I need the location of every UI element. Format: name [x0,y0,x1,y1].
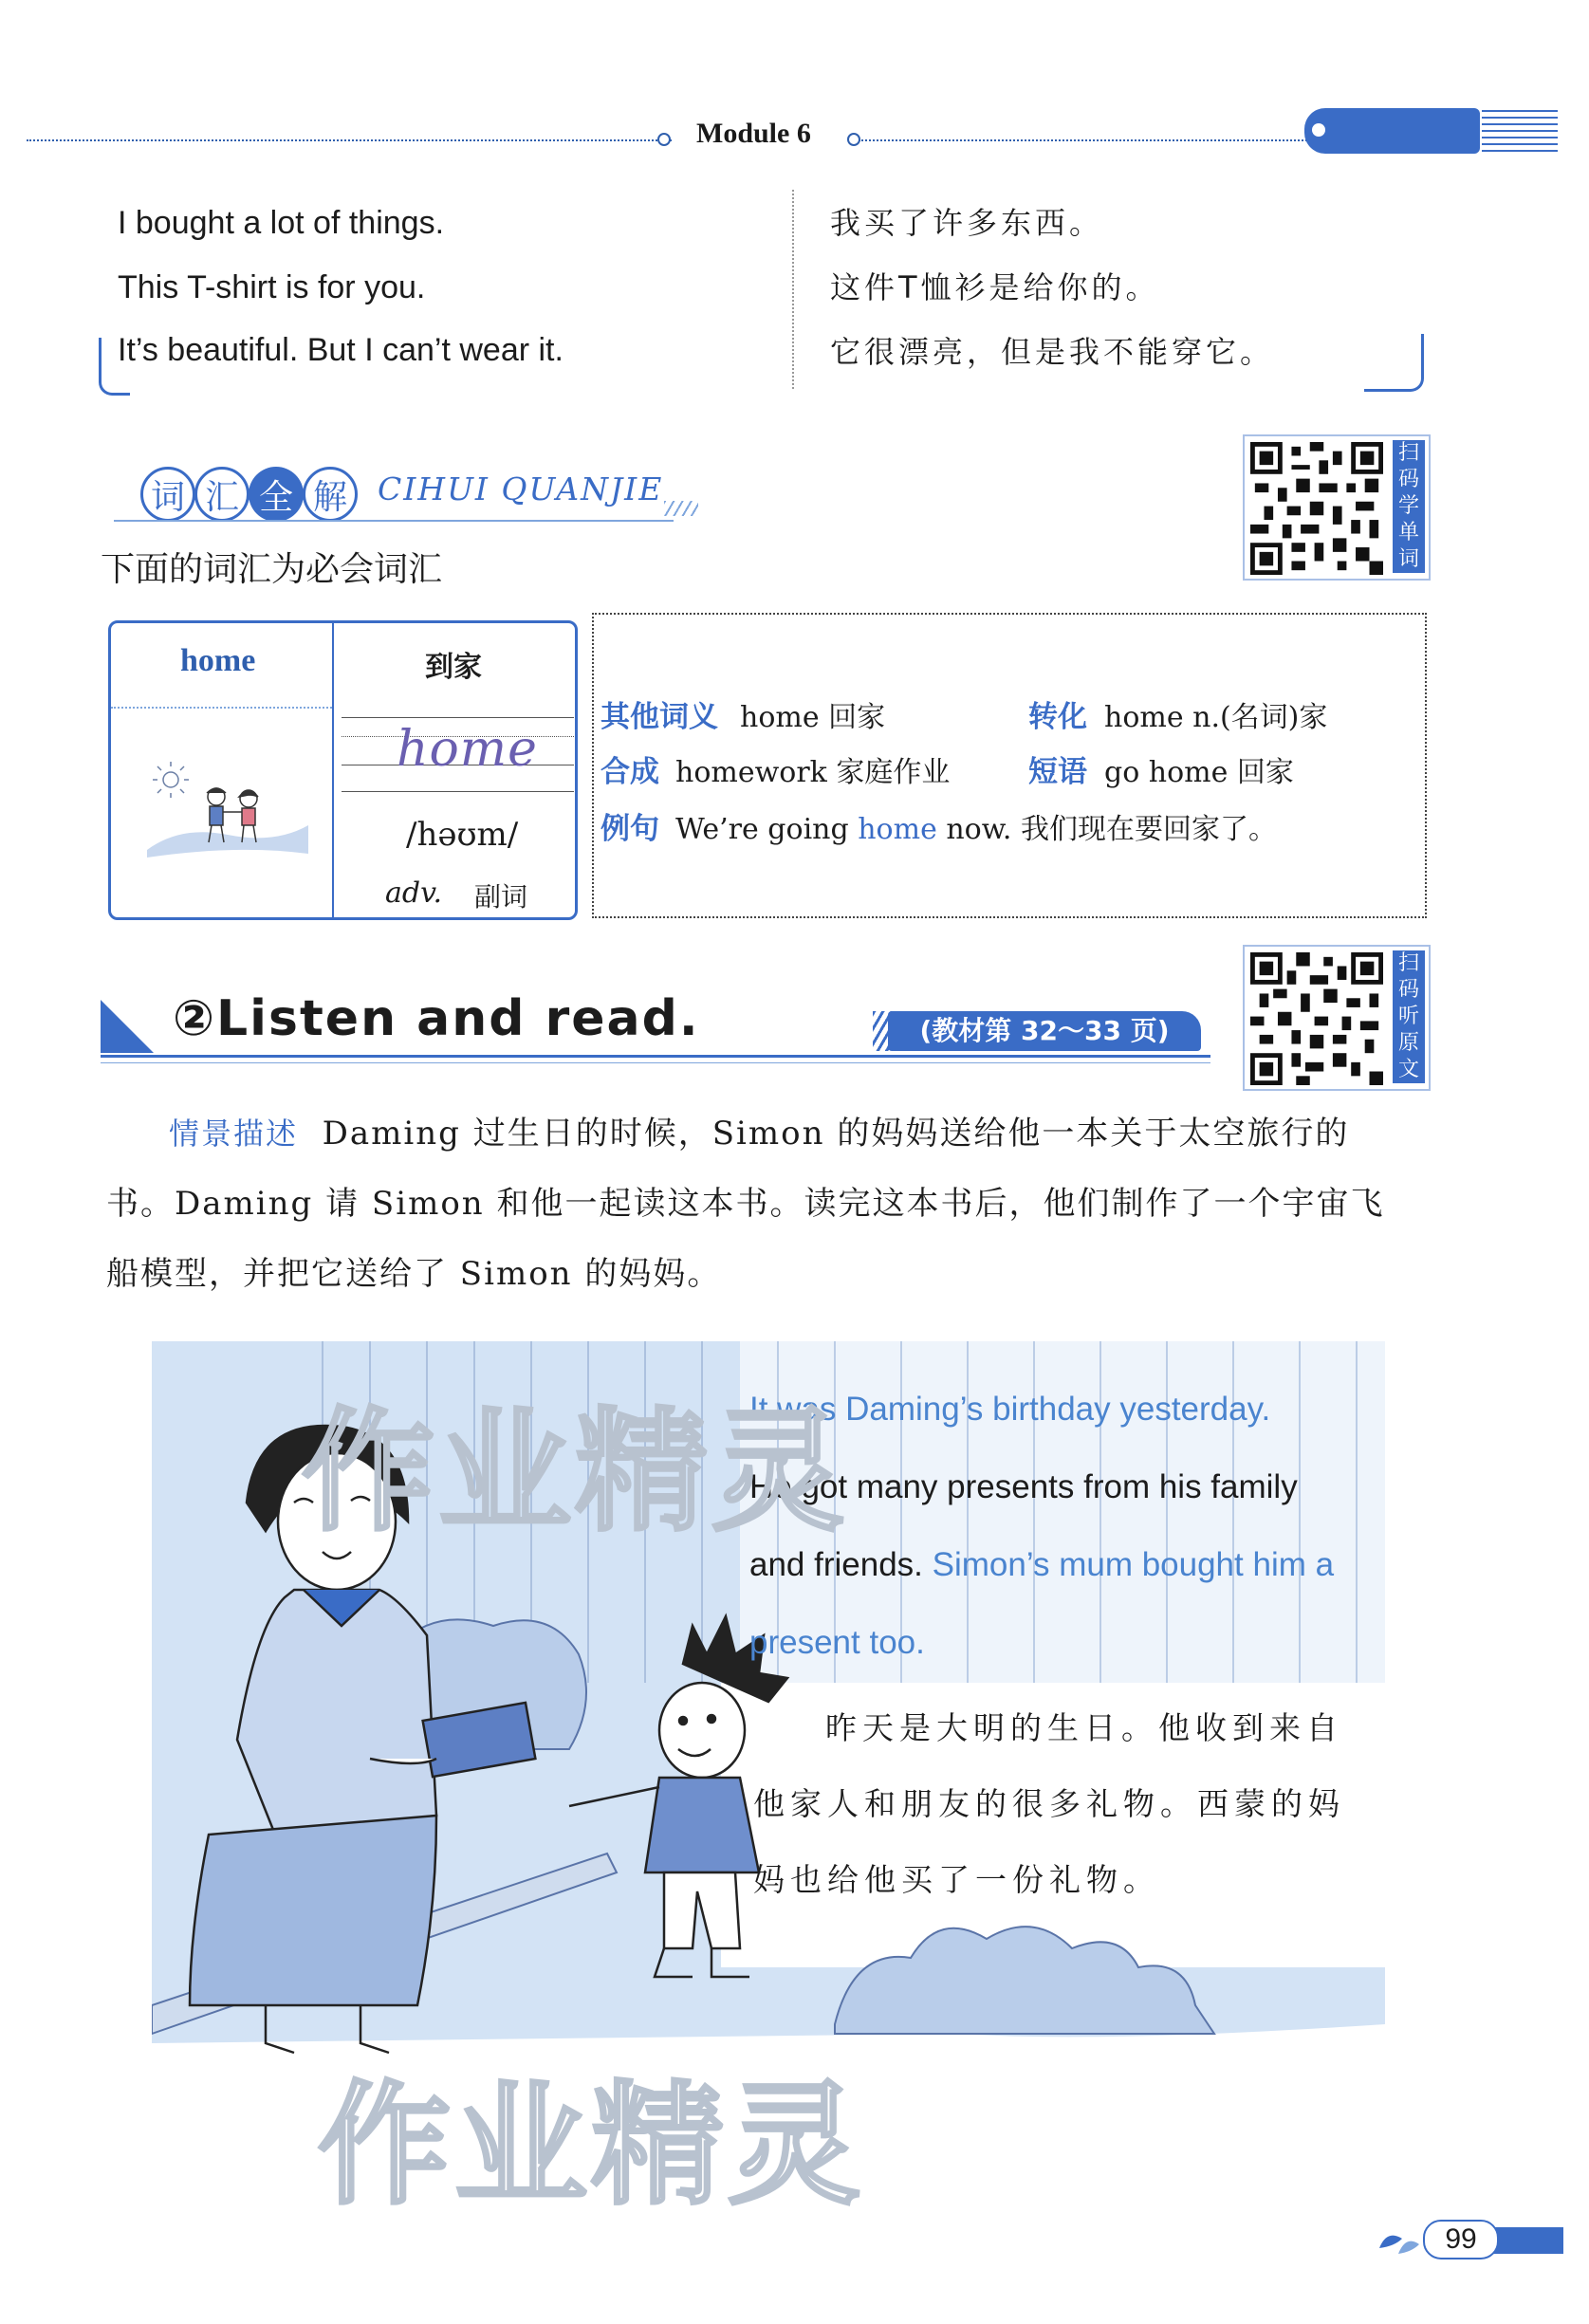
qr-vocab[interactable] [1243,434,1431,581]
label-example: 例句 [600,812,659,846]
story-highlight: It was Daming’s birthday yesterday. [749,1391,1271,1428]
cihui-hatch [664,501,698,516]
cihui-underline [114,520,674,522]
qr-label-char: 词 [1397,547,1419,571]
sentence-en-1: I bought a lot of things. [118,205,445,241]
bracket-left [99,338,130,396]
qr-vocab-label [1393,440,1425,573]
story-highlight: present too. [749,1624,925,1661]
cihui-char-1: 词 [140,467,195,522]
cihui-char-3: 全 [249,467,304,522]
text-phrase: go home 回家 [1104,756,1294,789]
section-triangle [101,1000,154,1053]
sentence-divider [792,190,794,389]
word-card-headword: home [180,643,256,678]
text-other-meaning: home 回家 [740,701,886,734]
word-card-phonetic: /həʊm/ [406,816,519,854]
write-line [342,717,574,718]
qr-label-char: 学 [1397,494,1419,518]
story-cn-line-3: 妈也给他买了一份礼物。 [753,1861,1160,1898]
word-card-handwriting: home [397,721,538,778]
text-example [675,805,1277,847]
story-en-line-4 [749,1624,925,1662]
cihui-char-4: 解 [303,467,358,522]
scene-line-2: 书。Daming 请 Simon 和他一起读这本书。读完这本书后，他们制作了一个宇宙飞 [106,1185,1385,1223]
sentence-cn-3: 它很漂亮，但是我不能穿它。 [830,334,1275,370]
scene-line-1 [169,1098,1349,1169]
example-highlight: home [858,813,937,846]
label-phrase: 短语 [1028,755,1087,789]
cihui-pinyin: CIHUI QUANJIE [378,470,664,507]
header-stripes [1482,110,1558,152]
label-conversion: 转化 [1028,700,1087,734]
text-compound: homework 家庭作业 [675,756,951,789]
bracket-right [1364,334,1424,392]
story-text: and friends. [749,1546,933,1583]
section-rule [101,1055,1210,1058]
scene-text: Daming 过生日的时候，Simon 的妈妈送给他一本关于太空旅行的 [322,1115,1350,1153]
example-pre: We’re going [675,813,859,846]
word-card-divider [332,623,334,917]
sentence-en-3: It’s beautiful. But I can’t wear it. [118,332,564,368]
section-rule-thin [101,1062,1210,1063]
word-card-rule [111,707,332,709]
word-card-meaning: 到家 [425,651,482,684]
scene-label: 情景描述 [169,1116,299,1152]
textbook-page-ref: (教材第 32～33 页) [888,1011,1201,1051]
header-tab-decoration [1304,108,1480,154]
qr-code-icon [1250,442,1383,575]
qr-label-char: 原 [1397,1031,1419,1055]
scene-line-3: 船模型，并把它送给了 Simon 的妈妈。 [106,1255,722,1293]
qr-code-icon [1250,952,1383,1085]
qr-label-char: 码 [1397,468,1419,491]
page-number: 99 [1423,2220,1499,2259]
write-line [342,791,574,792]
example-post: now. 我们现在要回家了。 [936,813,1277,846]
vocab-intro: 下面的词汇为必会词汇 [101,550,443,589]
label-compound: 合成 [600,755,659,789]
story-en-line-2: He got many presents from his family [749,1468,1298,1505]
qr-label-char: 扫 [1397,951,1419,975]
qr-label-char: 码 [1397,978,1419,1002]
qr-label-char: 文 [1397,1058,1419,1081]
word-card-pos-cn: 副词 [474,881,528,913]
sentence-en-2: This T-shirt is for you. [118,269,426,305]
qr-label-char: 扫 [1397,441,1419,465]
watermark: 作业精灵 [302,1395,849,1550]
section-title: ②Listen and read. [173,990,700,1047]
header-rule-left [27,139,672,141]
story-highlight: Simon’s mum bought him a [932,1546,1335,1583]
header-rule-right [859,139,1314,141]
word-card-pos: adv. [385,876,443,910]
watermark: 作业精灵 [318,2069,865,2223]
story-cn-line-2: 他家人和朋友的很多礼物。西蒙的妈 [753,1785,1345,1822]
label-other-meaning: 其他词义 [600,700,718,734]
header-dot [657,133,671,146]
kids-walking-home-illustration [142,759,313,863]
sentence-cn-2: 这件T恤衫是给你的。 [830,269,1160,305]
qr-label-char: 单 [1397,521,1419,544]
qr-label-char: 听 [1397,1005,1419,1028]
module-label: Module 6 [696,118,811,149]
qr-listen[interactable] [1243,945,1431,1091]
sentence-cn-1: 我买了许多东西。 [830,205,1104,241]
text-conversion: home n.(名词)家 [1104,701,1328,734]
qr-listen-label [1393,950,1425,1083]
story-cn-line-1: 昨天是大明的生日。他收到来自 [825,1709,1343,1746]
cihui-char-2: 汇 [194,467,249,522]
